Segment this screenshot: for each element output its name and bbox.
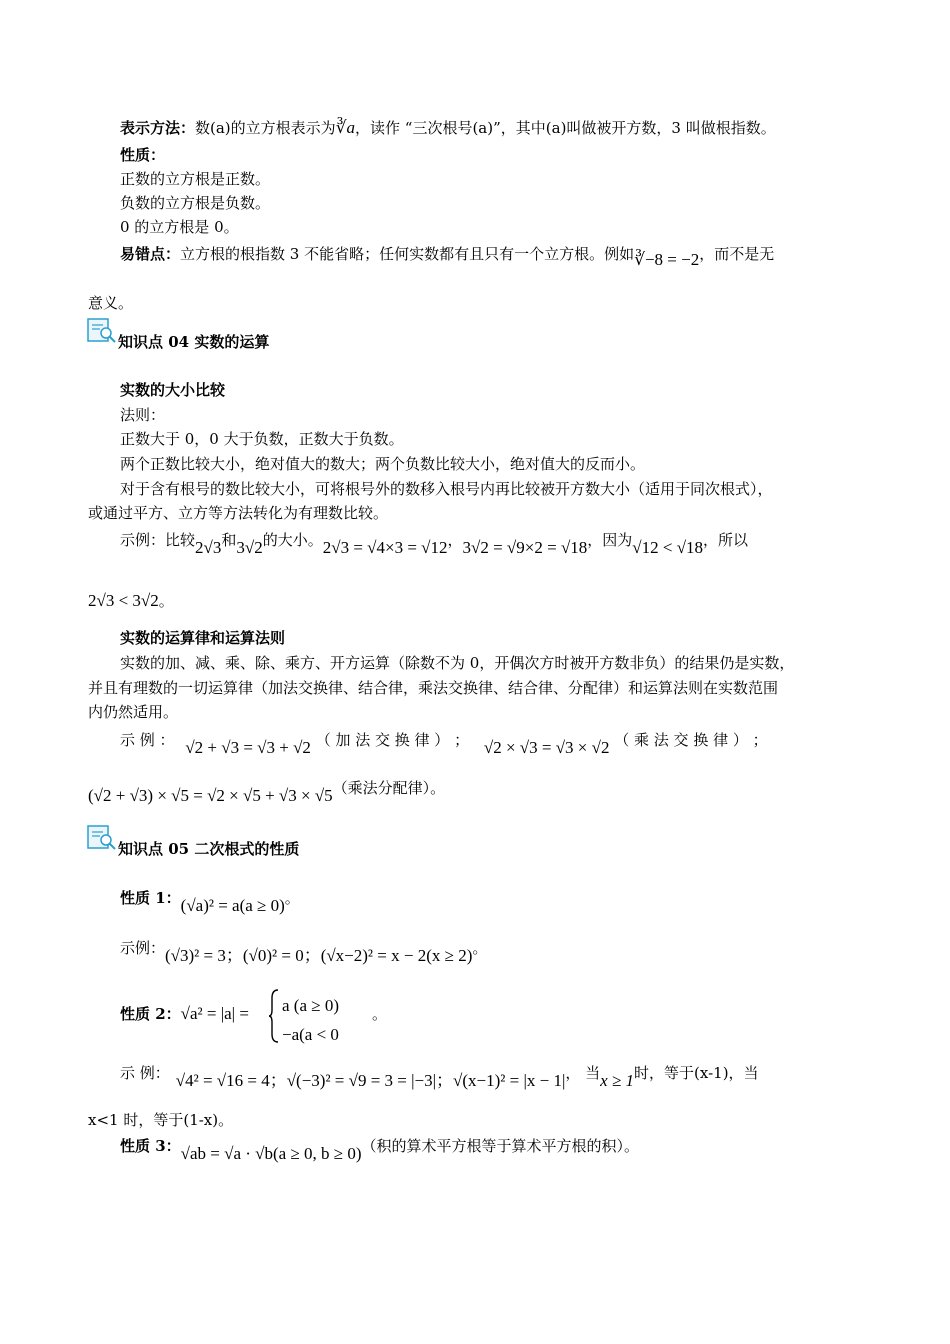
notation-label: 表示方法： bbox=[120, 119, 196, 137]
pitfall-continuation: 意义。 bbox=[88, 294, 134, 312]
k04-ex2-t3: （乘法分配律）。 bbox=[332, 779, 446, 797]
k04-ex-e: ，所以 bbox=[703, 531, 749, 549]
k04-ex-c: 的大小。 bbox=[262, 531, 323, 549]
k04-ex-d: ，因为 bbox=[587, 531, 633, 549]
k04-ex2-line bbox=[120, 730, 768, 757]
k04-ex-m3: 2√3 = √4×3 = √12 bbox=[322, 538, 448, 557]
pitfall-label: 易错点： bbox=[120, 245, 181, 263]
notation-text-b: ，读作 “三次根号(a)”，其中(a)叫做被开方数，3 叫做根指数。 bbox=[355, 119, 776, 137]
k04-ex2-t1: （ 加 法 交 换 律 ） ； bbox=[315, 731, 470, 749]
k04-ex-m4: 3√2 = √9×2 = √18 bbox=[462, 538, 588, 557]
k04-rule-3: 对于含有根号的数比较大小，可将根号外的数移入根号内再比较被开方数大小（适用于同次根式）， bbox=[120, 480, 773, 498]
k05-p2-case2: −a(a < 0 bbox=[282, 1025, 339, 1044]
k04-ex2-t2: （ 乘 法 交 换 律 ） ； bbox=[614, 731, 768, 749]
k04-ex2-label: 示 例 ： bbox=[120, 731, 175, 749]
k05-p1-math: (√a)² = a(a ≥ 0) bbox=[180, 896, 285, 915]
property-zero: 0 的立方根是 0。 bbox=[120, 218, 239, 236]
k05-p1-label: 性质 1： bbox=[120, 889, 181, 907]
property-negative: 负数的立方根是负数。 bbox=[120, 194, 271, 212]
pitfall-math: ∛−8 = −2 bbox=[634, 250, 700, 269]
knowledge-point-icon bbox=[87, 825, 117, 851]
k05-ex1-label: 示例： bbox=[120, 939, 166, 957]
k04-ex2-m1: √2 + √3 = √3 + √2 bbox=[185, 738, 311, 757]
k05-p3-label: 性质 3： bbox=[120, 1137, 181, 1155]
k05-p3-math: √ab = √a · √b(a ≥ 0, b ≥ 0) bbox=[180, 1144, 362, 1163]
k04-title: 知识点 04 实数的运算 bbox=[118, 333, 270, 351]
k04-ex2-m2: √2 × √3 = √3 × √2 bbox=[483, 738, 610, 757]
k05-example2 bbox=[120, 1063, 759, 1090]
k05-property1: 性质 1：(√a)² = a(a ≥ 0)。 bbox=[120, 889, 300, 915]
k05-p2-end: 。 bbox=[372, 1005, 388, 1023]
k04-ex-b: 和 bbox=[221, 531, 237, 549]
k04-laws-p3: 内仍然适用。 bbox=[88, 703, 179, 721]
k04-sub-laws: 实数的运算律和运算法则 bbox=[120, 629, 286, 647]
k04-ex-m5: √12 < √18 bbox=[632, 538, 704, 557]
k05-p3-text: （积的算术平方根等于算术平方根的积）。 bbox=[361, 1137, 640, 1155]
k05-p2-label: 性质 2： bbox=[120, 1005, 181, 1023]
k05-title: 知识点 05 二次根式的性质 bbox=[118, 840, 300, 858]
property-heading: 性质： bbox=[120, 146, 166, 164]
k04-ex-a: 示例：比较 bbox=[120, 531, 196, 549]
k04-laws-p2: 并且有理数的一切运算律（加法交换律、结合律，乘法交换律、结合律、分配律）和运算法则在实数范围 bbox=[88, 679, 779, 697]
property-positive: 正数的立方根是正数。 bbox=[120, 170, 271, 188]
k05-ex1-math: (√3)² = 3；(√0)² = 0；(√x−2)² = x − 2(x ≥ 2) bbox=[165, 946, 473, 965]
k04-ex2-line2 bbox=[88, 778, 446, 805]
notation-text: 数(a)的立方根表示为 bbox=[195, 119, 336, 137]
k04-ex-m2: 3√2 bbox=[236, 538, 263, 557]
cube-root-notation-line bbox=[120, 118, 776, 138]
k04-example-line: 示例：比较2√3和3√2的大小。2√3 = √4×3 = √12，3√2 = √9×2 = √18，因为√12 < √18，所以 bbox=[120, 531, 749, 557]
k05-property3 bbox=[120, 1136, 640, 1163]
k04-rule-4: 或通过平方、立方等方法转化为有理数比较。 bbox=[88, 504, 389, 522]
k05-ex2-line2: x<1 时，等于(1-x)。 bbox=[88, 1111, 234, 1129]
brace-icon bbox=[268, 988, 280, 1044]
k05-ex2-m2: x ≥ 1 bbox=[600, 1071, 635, 1090]
pitfall-tail: ，而不是无 bbox=[699, 245, 775, 263]
k04-ex2-m3: (√2 + √3) × √5 = √2 × √5 + √3 × √5 bbox=[88, 786, 333, 805]
k05-ex2-t: ， 当 bbox=[565, 1064, 601, 1082]
k04-laws-p1: 实数的加、减、乘、除、乘方、开方运算（除数不为 0，开偶次方时被开方数非负）的结果仍是实数， bbox=[120, 654, 795, 672]
pitfall-text: 立方根的根指数 3 不能省略；任何实数都有且只有一个立方根。例如 bbox=[180, 245, 635, 263]
knowledge-point-icon bbox=[87, 318, 117, 344]
k05-ex2-label: 示 例： bbox=[120, 1064, 170, 1082]
k04-ex-conclusion: 2√3 < 3√2。 bbox=[88, 591, 174, 610]
k05-p2-case1: a (a ≥ 0) bbox=[282, 996, 339, 1015]
k05-property2 bbox=[120, 1004, 249, 1024]
k05-example1: 示例：(√3)² = 3；(√0)² = 0；(√x−2)² = x − 2(x ≥ 2)。 bbox=[120, 939, 488, 965]
k04-rule-label: 法则： bbox=[120, 406, 166, 424]
k05-p2-math: √a² = |a| = bbox=[180, 1004, 249, 1023]
k04-sub-compare: 实数的大小比较 bbox=[120, 381, 226, 399]
k04-ex-m6: 2√3 < 3√2 bbox=[88, 591, 159, 610]
cube-root-a: ∛a bbox=[335, 118, 356, 137]
k04-ex-m1: 2√3 bbox=[195, 538, 222, 557]
k04-rule-1: 正数大于 0，0 大于负数，正数大于负数。 bbox=[120, 430, 404, 448]
k05-ex2-t2: 时，等于(x-1)，当 bbox=[634, 1064, 759, 1082]
pitfall-line bbox=[120, 244, 775, 269]
k05-ex2-math: √4² = √16 = 4；√(−3)² = √9 = 3 = |−3|；√(x−1)² = |x − 1| bbox=[175, 1071, 566, 1090]
k04-rule-2: 两个正数比较大小，绝对值大的数大；两个负数比较大小，绝对值大的反而小。 bbox=[120, 455, 646, 473]
